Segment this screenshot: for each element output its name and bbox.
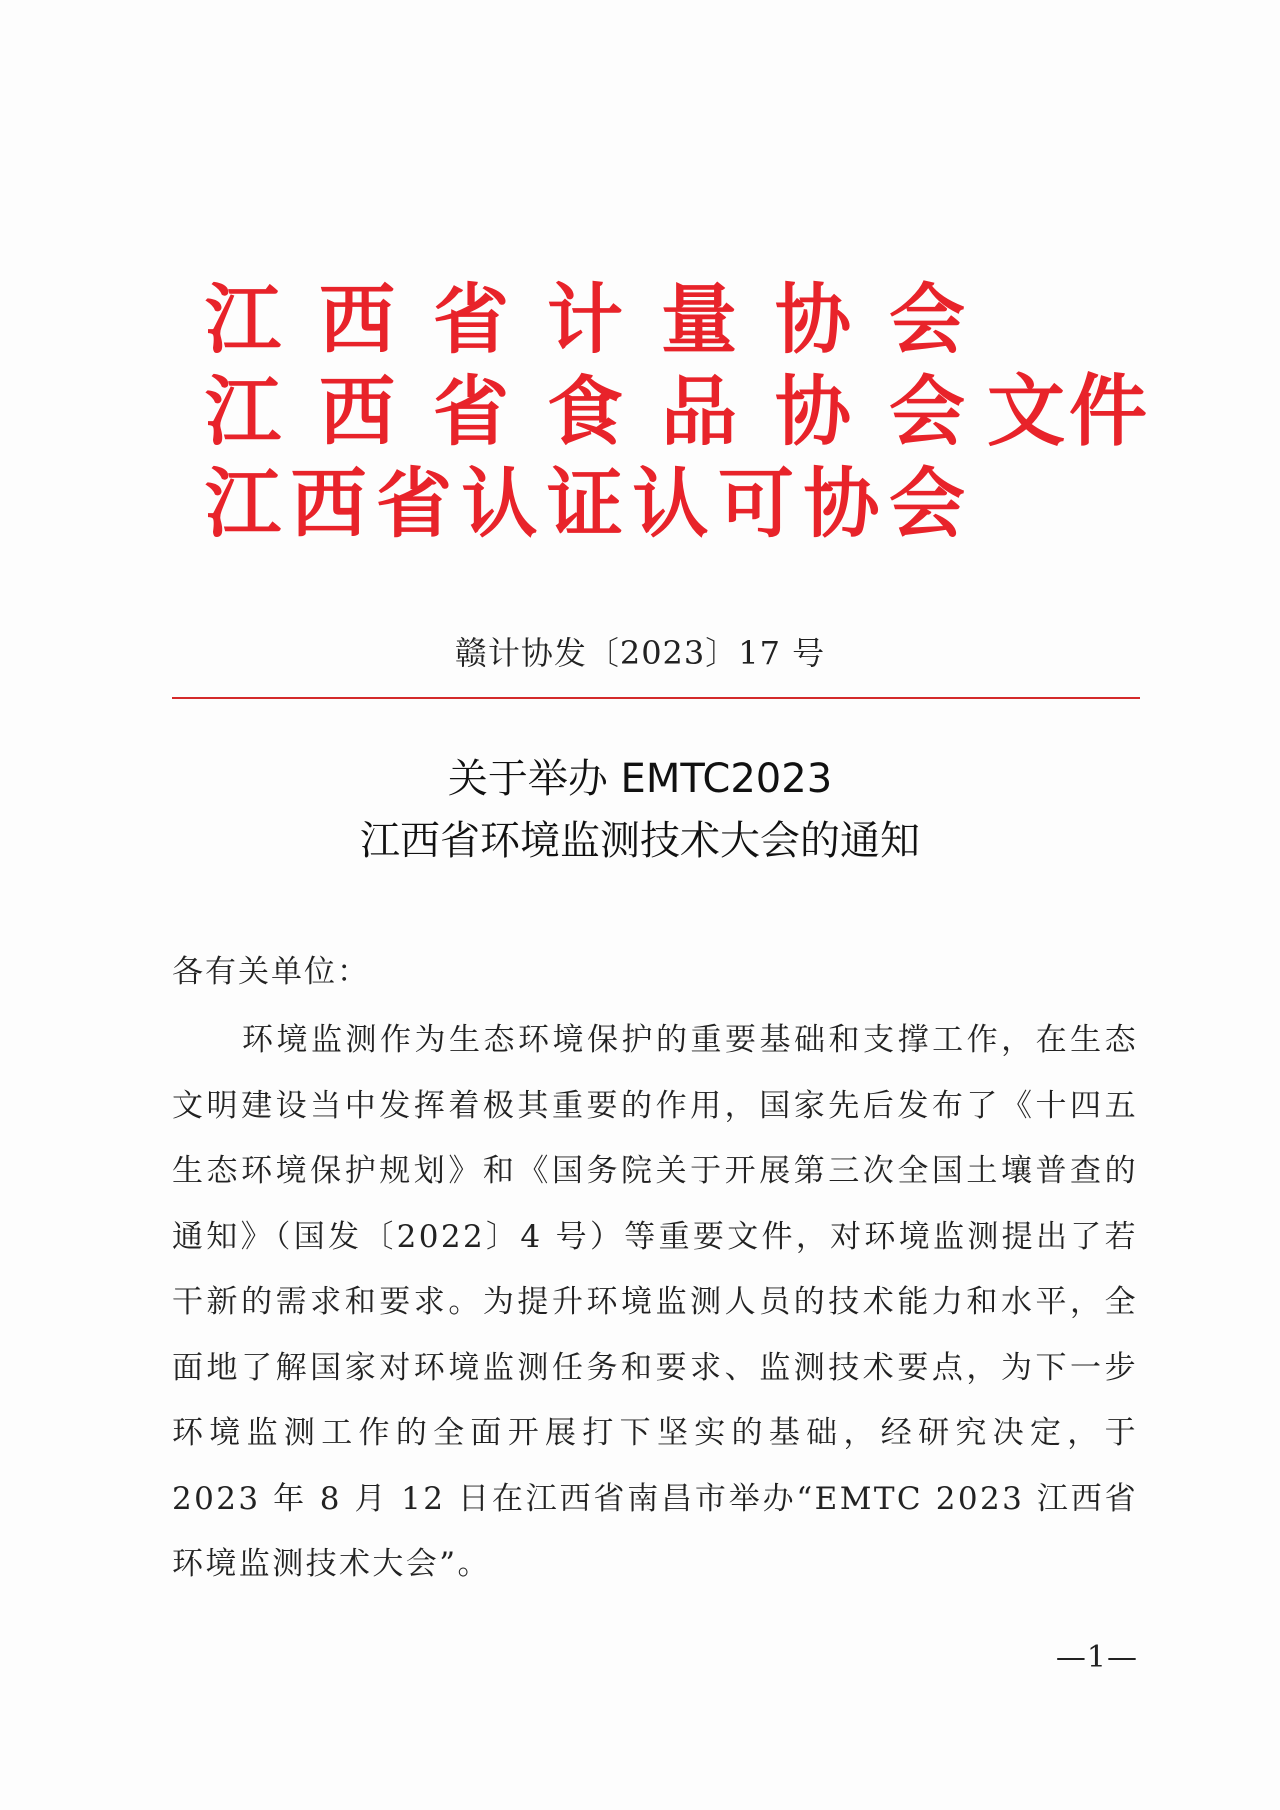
document-suffix: 文件 — [987, 367, 1152, 457]
notice-title — [0, 748, 1280, 872]
title-line-1: 关于举办 EMTC2023 — [447, 756, 833, 802]
salutation: 各有关单位： — [172, 954, 370, 990]
document-number: 赣计协发〔2023〕17 号 — [454, 634, 826, 672]
body-paragraph: 环境监测作为生态环境保护的重要基础和支撑工作，在生态文明建设当中发挥着极其重要的作用，国家先后发布了《十四五生态环境保护规划》和《国务院关于开展第三次全国土壤普查的通知》（国发〔2022〕4 号）等重要文件，对环境监测提出了若干新的需求和要求。为提升环境监测人员的技术能力和水平，全面地了解国家对环境监测任务和要求、监测技术要点，为下一步环境监测工作的全面开展打下坚实的基础，经研究决定，于 2023 年 8 月 12 日在江西省南昌市举办“EMTC 2023 江西省环境监测技术大会”。 — [172, 1022, 1138, 1582]
title-line-2: 江西省环境监测技术大会的通知 — [360, 818, 920, 864]
page-number: —1— — [1055, 1640, 1138, 1675]
org-name-food-association: 江 西 省 食 品 协 会 — [205, 367, 965, 456]
org-name-metrology-association: 江 西 省 计 量 协 会 — [205, 275, 965, 364]
masthead — [205, 275, 1165, 565]
red-divider — [172, 697, 1140, 699]
org-name-certification-association: 江 西 省 认 证 认 可 协 会 — [205, 459, 965, 548]
